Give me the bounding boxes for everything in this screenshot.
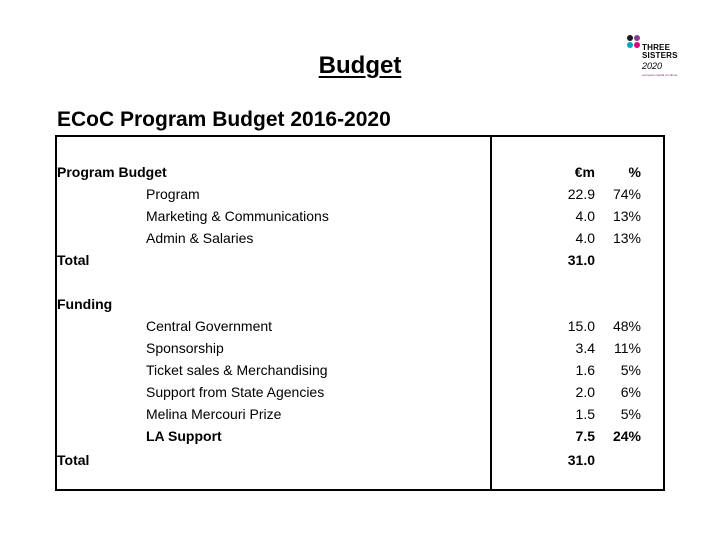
row-label: Central Government [146,318,273,334]
row-label: Marketing & Communications [146,208,329,224]
row-percent: 24% [612,428,641,444]
row-amount: 7.5 [575,428,595,444]
table-row [57,338,665,360]
row-label: Ticket sales & Merchandising [146,362,328,378]
logo-text [642,44,678,60]
row-amount: 4.0 [575,230,595,246]
row-percent: 13% [612,208,641,224]
program-budget-section: Program Budget [57,164,167,180]
total-label: Total [57,252,90,268]
row-percent: 13% [612,230,641,246]
total-amount: 31.0 [567,452,595,468]
row-amount: 3.4 [575,340,595,356]
percent-column-header: % [628,164,641,180]
row-label: Admin & Salaries [146,230,254,246]
row-percent: 48% [612,318,641,334]
total-amount: 31.0 [567,252,595,268]
table-row [57,382,665,404]
row-amount: 4.0 [575,208,595,224]
row-percent: 74% [612,186,641,202]
budget-total-row [57,250,665,272]
funding-section-row [57,294,665,316]
row-percent: 5% [620,406,641,422]
logo-tagline: european capital of culture [642,73,678,77]
slide-title: Budget [318,52,402,79]
table-heading: ECoC Program Budget 2016-2020 [57,108,391,131]
funding-section: Funding [57,296,113,312]
three-sisters-logo [626,33,690,81]
row-amount: 1.5 [575,406,595,422]
funding-total-row [57,450,665,472]
row-label: Melina Mercouri Prize [146,406,282,422]
row-percent: 5% [620,362,641,378]
row-percent: 11% [614,340,641,356]
amount-column-header: €m [574,164,595,180]
logo-line1: THREE [642,43,671,52]
logo-line2: SISTERS [642,51,678,60]
table-row [57,426,665,448]
table-row [57,184,665,206]
table-row [57,206,665,228]
row-amount: 22.9 [567,186,595,202]
table-row [57,360,665,382]
row-label: Program [146,186,200,202]
table-row [57,404,665,426]
table-header-row [57,162,665,184]
row-amount: 1.6 [575,362,595,378]
row-label: Support from State Agencies [146,384,325,400]
row-percent: 6% [620,384,641,400]
row-amount: 15.0 [567,318,595,334]
row-label: Sponsorship [146,340,224,356]
table-row [57,316,665,338]
logo-year: 2020 [642,61,663,71]
total-label: Total [57,452,90,468]
logo-dots-icon [627,35,643,51]
table-row [57,228,665,250]
row-amount: 2.0 [575,384,595,400]
row-label: LA Support [146,428,222,444]
